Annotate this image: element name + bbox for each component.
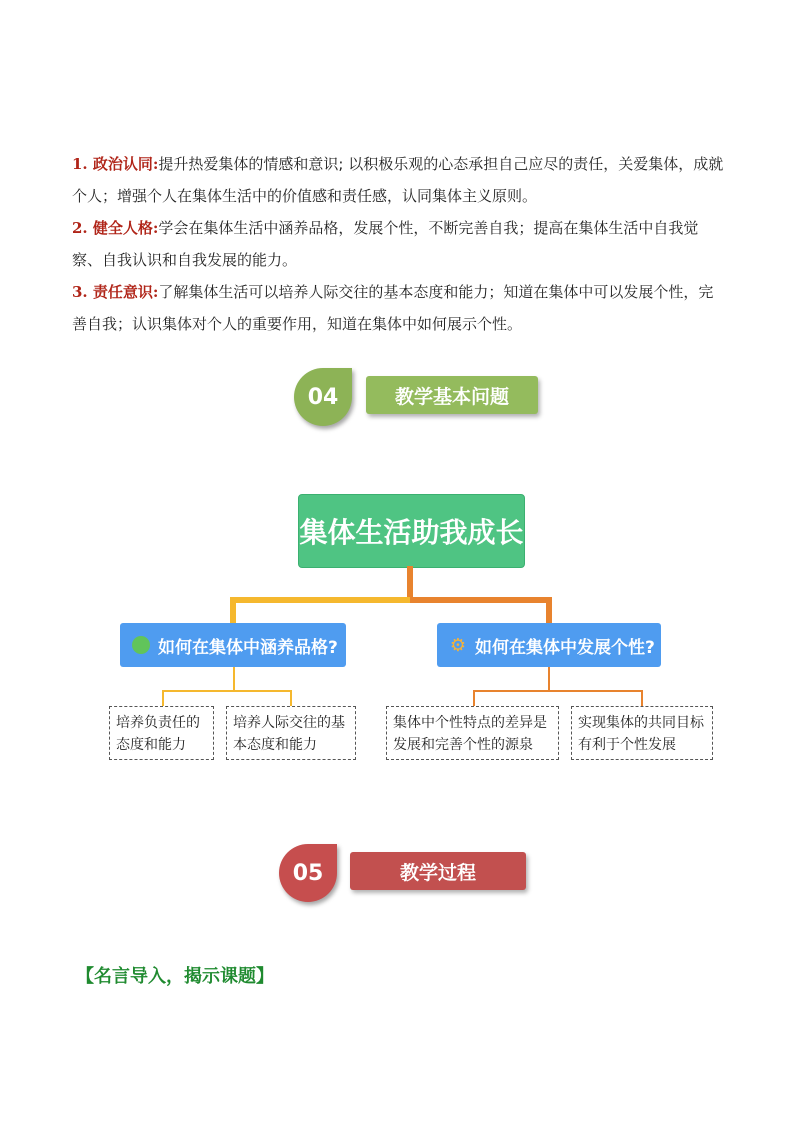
dot-icon: [132, 636, 150, 654]
leaf-box: 培养人际交往的基本态度和能力: [226, 706, 356, 760]
connector-line: [473, 690, 475, 706]
section-number-badge: 05: [279, 844, 337, 902]
connector-line: [162, 690, 164, 706]
leaf-box: 集体中个性特点的差异是发展和完善个性的源泉: [386, 706, 559, 760]
goal-item: [72, 276, 724, 340]
goal-item: [72, 212, 724, 276]
goal-label: 3. 责任意识:: [72, 283, 159, 301]
connector-line: [641, 690, 643, 706]
goal-text: 提升热爱集体的情感和意识; 以积极乐观的心态承担自己应尽的责任，关爱集体，成就个人；增强个人在集体生活中的价值感和责任感，认同集体主义原则。: [72, 155, 724, 205]
leaf-box: 实现集体的共同目标有利于个性发展: [571, 706, 713, 760]
goal-label: 1. 政治认同:: [72, 155, 159, 173]
section-title: 教学过程: [350, 852, 526, 890]
connector-line: [407, 566, 413, 600]
question-text: 如何在集体中发展个性?: [475, 637, 655, 658]
question-text: 如何在集体中涵养品格?: [158, 637, 338, 658]
connector-line: [162, 690, 292, 692]
gear-icon: ⚙: [449, 634, 467, 656]
goal-text: 了解集体生活可以培养人际交往的基本态度和能力；知道在集体中可以发展个性，完善自我；认识集体对个人的重要作用，知道在集体中如何展示个性。: [72, 283, 714, 333]
leaf-box: 培养负责任的态度和能力: [109, 706, 214, 760]
question-box-character: [120, 623, 346, 667]
connector-line: [230, 597, 410, 603]
question-box-individuality: [437, 623, 661, 667]
quote-intro-heading: 【名言导入，揭示课题】: [76, 966, 274, 987]
connector-line: [473, 690, 643, 692]
connector-line: [548, 667, 550, 691]
mindmap-root: 集体生活助我成长: [298, 494, 525, 568]
connector-line: [230, 597, 236, 623]
goal-label: 2. 健全人格:: [72, 219, 159, 237]
connector-line: [233, 667, 235, 691]
section-title: 教学基本问题: [366, 376, 538, 414]
connector-line: [546, 597, 552, 623]
connector-line: [410, 597, 552, 603]
section-number-badge: 04: [294, 368, 352, 426]
core-literacy-goals: [72, 148, 724, 340]
goal-text: 学会在集体生活中涵养品格，发展个性，不断完善自我；提高在集体生活中自我觉察、自我认识和自我发展的能力。: [72, 219, 699, 269]
goal-item: [72, 148, 724, 212]
connector-line: [290, 690, 292, 706]
